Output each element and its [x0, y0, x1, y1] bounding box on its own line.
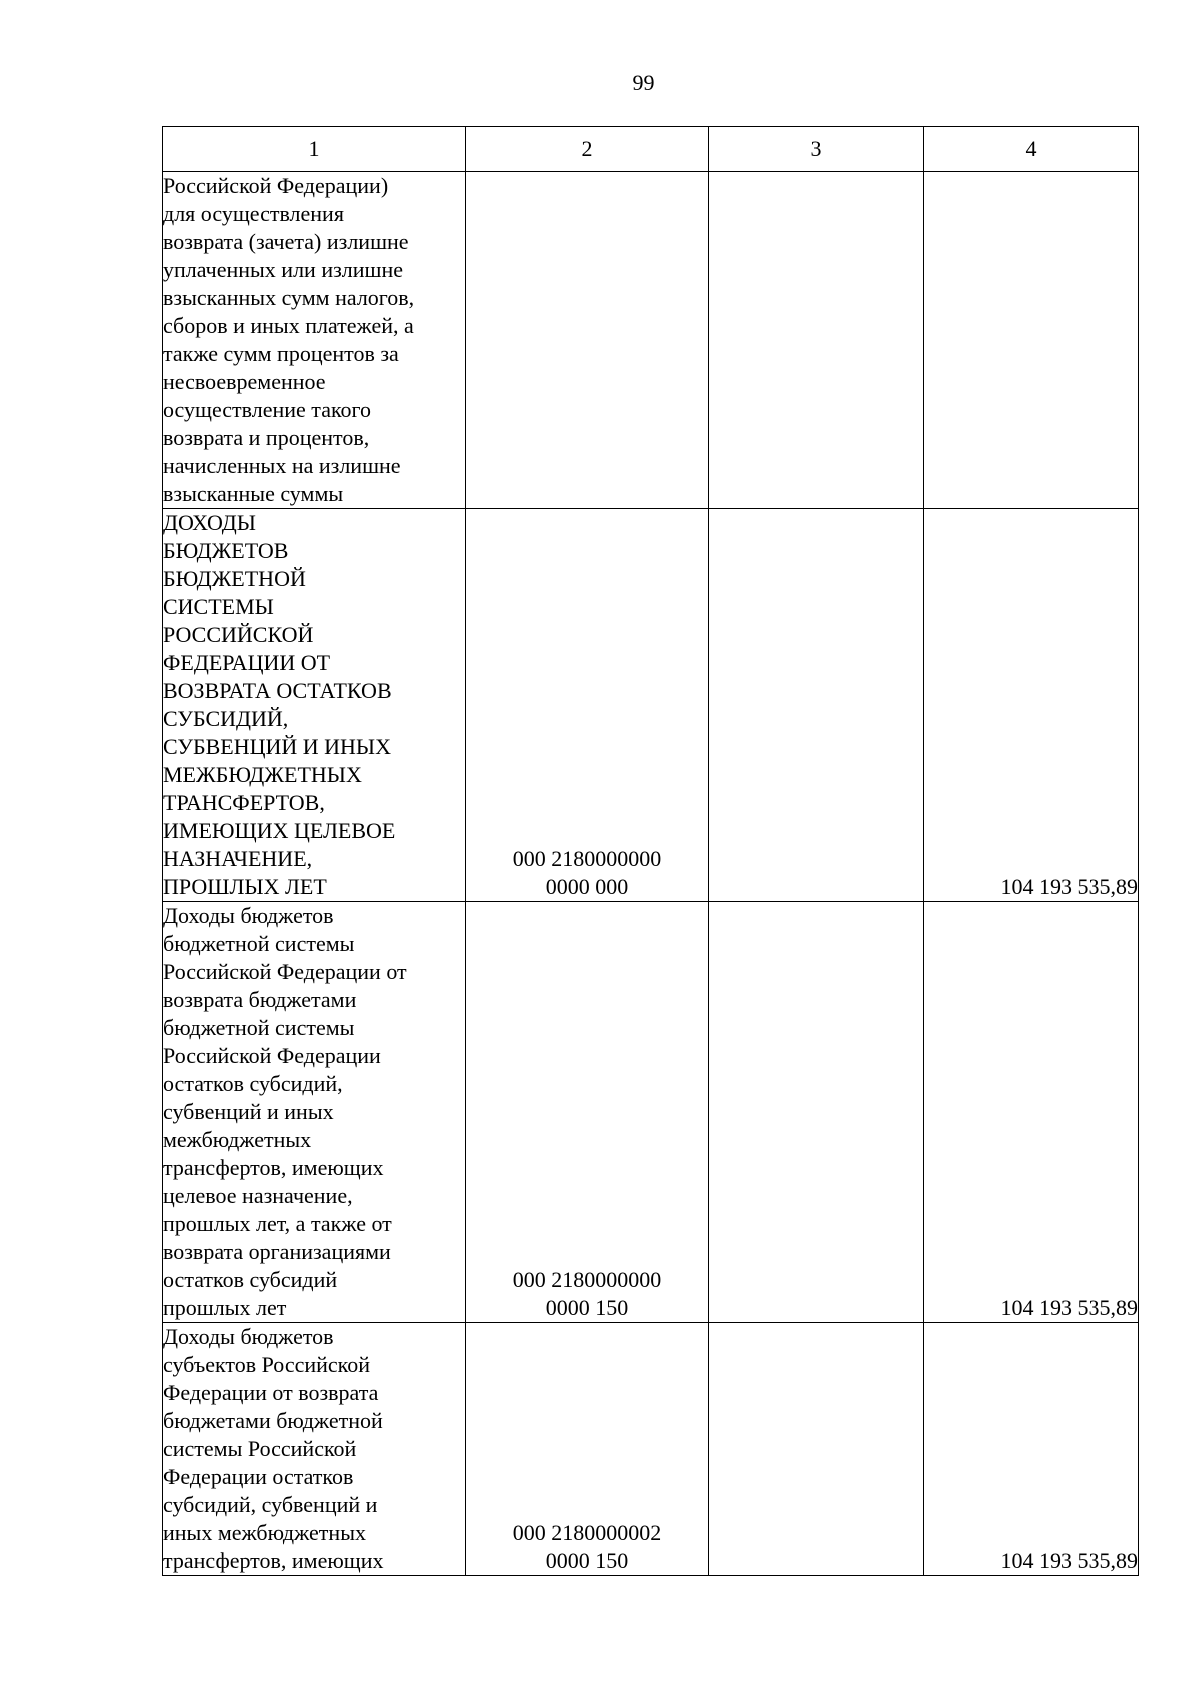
revenue-name-cell [163, 1323, 466, 1576]
column-header-2: 2 [466, 127, 709, 172]
column-3-cell [709, 172, 924, 509]
budget-code-text: 000 2180000002 0000 150 [512, 1520, 662, 1573]
amount-cell: 104 193 535,89 [924, 509, 1139, 902]
revenue-name-cell [163, 902, 466, 1323]
budget-code-text: 000 2180000000 0000 150 [512, 1267, 662, 1320]
table-row [163, 509, 1139, 902]
revenue-name-text: Доходы бюджетов бюджетной системы Российской Федерации от возврата бюджетами бюджетной системы Российской Федерации остатков субсидий, субвенций и иных межбюджетных трансфертов, имеющих целевое назначение, прошлых лет, а также от возврата организациями остатков субсидий прошлых лет [163, 903, 407, 1320]
budget-code-cell [466, 902, 709, 1323]
column-header-4: 4 [924, 127, 1139, 172]
column-3-cell [709, 902, 924, 1323]
revenue-name-cell [163, 509, 466, 902]
table-row [163, 902, 1139, 1323]
budget-code-cell [466, 172, 709, 509]
budget-code-cell [466, 1323, 709, 1576]
column-3-cell [709, 1323, 924, 1576]
amount-cell: 104 193 535,89 [924, 1323, 1139, 1576]
budget-code-text: 000 2180000000 0000 000 [512, 846, 662, 899]
amount-cell: 104 193 535,89 [924, 902, 1139, 1323]
budget-revenue-table [162, 126, 1139, 1576]
budget-code-cell [466, 509, 709, 902]
column-header-3: 3 [709, 127, 924, 172]
page-number: 99 [632, 70, 655, 95]
table-row [163, 172, 1139, 509]
revenue-name-text: Доходы бюджетов субъектов Российской Федерации от возврата бюджетами бюджетной системы Российской Федерации остатков субсидий, субвенций и иных межбюджетных трансфертов, имеющих [163, 1324, 384, 1573]
table-row [163, 1323, 1139, 1576]
table-header-row [163, 127, 1139, 172]
amount-cell [924, 172, 1139, 509]
revenue-name-text: Российской Федерации) для осуществления возврата (зачета) излишне уплаченных или излишне взысканных сумм налогов, сборов и иных платежей, а также сумм процентов за несвоевременное осуществление такого возврата и процентов, начисленных на излишне взысканные суммы [163, 173, 415, 506]
revenue-name-cell [163, 172, 466, 509]
revenue-name-text: ДОХОДЫ БЮДЖЕТОВ БЮДЖЕТНОЙ СИСТЕМЫ РОССИЙСКОЙ ФЕДЕРАЦИИ ОТ ВОЗВРАТА ОСТАТКОВ СУБСИДИЙ, СУБВЕНЦИЙ И ИНЫХ МЕЖБЮДЖЕТНЫХ ТРАНСФЕРТОВ, ИМЕЮЩИХ ЦЕЛЕВОЕ НАЗНАЧЕНИЕ, ПРОШЛЫХ ЛЕТ [163, 510, 396, 899]
column-header-1: 1 [163, 127, 466, 172]
column-3-cell [709, 509, 924, 902]
